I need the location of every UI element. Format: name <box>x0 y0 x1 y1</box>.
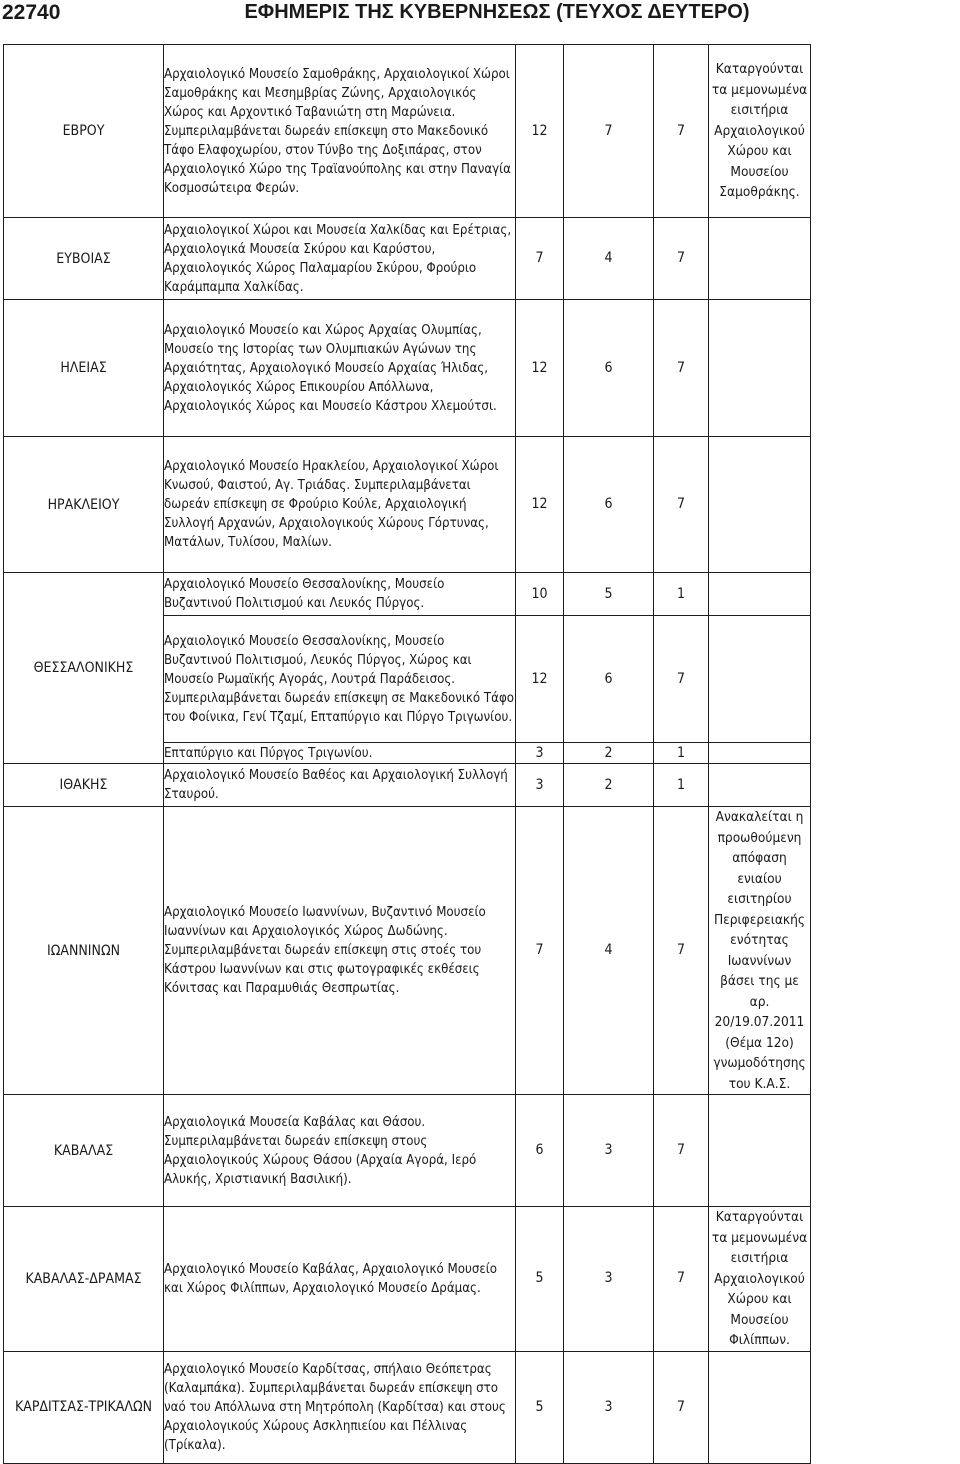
region-cell: ΚΑΒΑΛΑΣ-ΔΡΑΜΑΣ <box>4 1207 164 1352</box>
reduced-price-cell: 3 <box>564 1095 654 1207</box>
description-cell: Αρχαιολογικό Μουσείο Καβάλας, Αρχαιολογικό Μουσείο και Χώρος Φιλίππων, Αρχαιολογικό Μουσείο Δράμας. <box>164 1207 516 1352</box>
description-cell: Αρχαιολογικό Μουσείο Θεσσαλονίκης, Μουσείο Βυζαντινού Πολιτισμού, Λευκός Πύργος, Χώρος και Μουσείο Ρωμαϊκής Αγοράς, Λουτρά Παράδεισος. Συμπεριλαμβάνεται δωρεάν επίσκεψη σε Μακεδονικό Τάφο του Φοίνικα, Γενί Τζαμί, Επταπύργιο και Πύργο Τριγωνίου. <box>164 616 516 743</box>
full-price-cell: 7 <box>516 807 564 1095</box>
region-cell: ΗΡΑΚΛΕΙΟΥ <box>4 437 164 573</box>
reduced-price-cell: 5 <box>564 573 654 616</box>
table-row <box>4 1351 811 1463</box>
note-cell <box>709 437 811 573</box>
table-row <box>4 218 811 300</box>
page-header <box>0 0 960 32</box>
full-price-cell: 5 <box>516 1207 564 1352</box>
note-cell-filippoi <box>709 1207 811 1352</box>
reduced-price-cell: 6 <box>564 437 654 573</box>
note-text: Καταργούνται τα μεμονωμένα εισιτήρια Αρχαιολογικού Χώρου και Μουσείου Φιλίππων. <box>711 1209 808 1348</box>
table-row <box>4 1207 811 1352</box>
full-price-cell: 10 <box>516 573 564 616</box>
region-cell: ΙΘΑΚΗΣ <box>4 764 164 807</box>
region-cell: ΕΥΒΟΙΑΣ <box>4 218 164 300</box>
museum-ticket-table <box>3 44 811 1464</box>
note-cell <box>709 573 811 616</box>
description-cell: Αρχαιολογικό Μουσείο Ιωαννίνων, Βυζαντινό Μουσείο Ιωαννίνων και Αρχαιολογικός Χώρος Δωδώνης. Συμπεριλαμβάνεται δωρεάν επίσκεψη στις στοές του Κάστρου Ιωαννίνων και στις φωτογραφικές εκθέσεις Κόνιτσας και Παραμυθιάς Θεσπρωτίας. <box>164 807 516 1095</box>
third-value-cell: 7 <box>654 616 709 743</box>
full-price-cell: 12 <box>516 437 564 573</box>
description-cell: Αρχαιολογικό Μουσείο Βαθέος και Αρχαιολογική Συλλογή Σταυρού. <box>164 764 516 807</box>
third-value-cell: 1 <box>654 764 709 807</box>
table-row <box>4 45 811 218</box>
note-cell <box>709 743 811 764</box>
description-cell: Αρχαιολογικά Μουσεία Καβάλας και Θάσου. Συμπεριλαμβάνεται δωρεάν επίσκεψη στους Αρχαιολογικούς Χώρους Θάσου (Αρχαία Αγορά, Ιερό Αλυκής, Χριστιανική Βασιλική). <box>164 1095 516 1207</box>
description-cell: Αρχαιολογικό Μουσείο Ηρακλείου, Αρχαιολογικοί Χώροι Κνωσού, Φαιστού, Αγ. Τριάδας. Συμπεριλαμβάνεται δωρεάν επίσκεψη σε Φρούριο Κούλε, Αρχαιολογική Συλλογή Αρχανών, Αρχαιολογικούς Χώρους Γόρτυνας, Ματάλων, Τυλίσου, Μαλίων. <box>164 437 516 573</box>
reduced-price-cell: 4 <box>564 807 654 1095</box>
description-cell: Αρχαιολογικό Μουσείο Καρδίτσας, σπήλαιο Θεόπετρας (Καλαμπάκα). Συμπεριλαμβάνεται δωρεάν επίσκεψη στο ναό του Απόλλωνα στη Μητρόπολη (Καρδίτσα) και στους Αρχαιολογικούς Χώρους Ασκληπιείου και Πέλλινας (Τρίκαλα). <box>164 1351 516 1463</box>
table-row <box>4 437 811 573</box>
description-cell: Αρχαιολογικό Μουσείο και Χώρος Αρχαίας Ολυμπίας, Μουσείο της Ιστορίας των Ολυμπιακών Αγώνων της Αρχαιότητας, Αρχαιολογικό Μουσείο Αρχαίας Ήλιδας, Αρχαιολογικός Χώρος Επικουρίου Απόλλωνα, Αρχαιολογικός Χώρος και Μουσείο Κάστρου Χλεμούτσι. <box>164 300 516 437</box>
third-value-cell: 7 <box>654 1095 709 1207</box>
table-row <box>4 764 811 807</box>
note-cell <box>709 218 811 300</box>
third-value-cell: 1 <box>654 573 709 616</box>
description-cell: Αρχαιολογικό Μουσείο Σαμοθράκης, Αρχαιολογικοί Χώροι Σαμοθράκης και Μεσημβρίας Ζώνης, Αρχαιολογικός Χώρος και Αρχοντικό Ταβανιώτη στη Μαρώνεια. Συμπεριλαμβάνεται δωρεάν επίσκεψη στο Μακεδονικό Τάφο Ελαφοχωρίου, στον Τύνβο της Δοξιπάρας, στον Αρχαιολογικό Χώρο της Τραϊανούπολης και στην Παναγία Κοσμοσώτειρα Φερών. <box>164 45 516 218</box>
reduced-price-cell: 3 <box>564 1207 654 1352</box>
full-price-cell: 6 <box>516 1095 564 1207</box>
reduced-price-cell: 2 <box>564 764 654 807</box>
full-price-cell: 12 <box>516 45 564 218</box>
note-text: Καταργούνται τα μεμονωμένα εισιτήρια Αρχαιολογικού Χώρου και Μουσείου Σαμοθράκης. <box>711 61 808 201</box>
note-cell <box>709 1095 811 1207</box>
reduced-price-cell: 7 <box>564 45 654 218</box>
reduced-price-cell: 3 <box>564 1351 654 1463</box>
note-cell-samothraki <box>709 45 811 218</box>
table-row <box>4 807 811 1095</box>
reduced-price-cell: 6 <box>564 300 654 437</box>
full-price-cell: 7 <box>516 218 564 300</box>
third-value-cell: 7 <box>654 218 709 300</box>
note-text: Ανακαλείται η προωθούμενη απόφαση ενιαίου εισιτηρίου Περιφερειακής ενότητας Ιωαννίνων βάσει της με αρ. 20/19.07.2011 (Θέμα 12ο) γνωμοδότησης του Κ.Α.Σ. <box>713 809 806 1092</box>
full-price-cell: 5 <box>516 1351 564 1463</box>
gazette-title: ΕΦΗΜΕΡΙΣ ΤΗΣ ΚΥΒΕΡΝΗΣΕΩΣ (ΤΕΥΧΟΣ ΔΕΥΤΕΡΟ) <box>244 1 750 23</box>
region-cell: ΕΒΡΟΥ <box>4 45 164 218</box>
third-value-cell: 7 <box>654 807 709 1095</box>
description-cell: Επταπύργιο και Πύργος Τριγωνίου. <box>164 743 516 764</box>
region-cell: ΚΑΒΑΛΑΣ <box>4 1095 164 1207</box>
reduced-price-cell: 2 <box>564 743 654 764</box>
third-value-cell: 7 <box>654 300 709 437</box>
region-cell: ΘΕΣΣΑΛΟΝΙΚΗΣ <box>4 573 164 764</box>
note-cell <box>709 300 811 437</box>
full-price-cell: 12 <box>516 616 564 743</box>
third-value-cell: 1 <box>654 743 709 764</box>
description-cell: Αρχαιολογικό Μουσείο Θεσσαλονίκης, Μουσείο Βυζαντινού Πολιτισμού και Λευκός Πύργος. <box>164 573 516 616</box>
note-cell <box>709 616 811 743</box>
full-price-cell: 3 <box>516 743 564 764</box>
note-cell-ioannina <box>709 807 811 1095</box>
region-cell: ΗΛΕΙΑΣ <box>4 300 164 437</box>
region-cell: ΚΑΡΔΙΤΣΑΣ-ΤΡΙΚΑΛΩΝ <box>4 1351 164 1463</box>
third-value-cell: 7 <box>654 437 709 573</box>
reduced-price-cell: 6 <box>564 616 654 743</box>
reduced-price-cell: 4 <box>564 218 654 300</box>
table-row <box>4 573 811 616</box>
full-price-cell: 3 <box>516 764 564 807</box>
table-row <box>4 300 811 437</box>
third-value-cell: 7 <box>654 1351 709 1463</box>
description-cell: Αρχαιολογικοί Χώροι και Μουσεία Χαλκίδας και Ερέτριας, Αρχαιολογικά Μουσεία Σκύρου και Καρύστου, Αρχαιολογικός Χώρος Παλαμαρίου Σκύρου, Φρούριο Καράμπαμπα Χαλκίδας. <box>164 218 516 300</box>
page-number: 22740 <box>2 1 61 24</box>
note-cell <box>709 1351 811 1463</box>
region-cell: ΙΩΑΝΝΙΝΩΝ <box>4 807 164 1095</box>
table-row <box>4 1095 811 1207</box>
full-price-cell: 12 <box>516 300 564 437</box>
third-value-cell: 7 <box>654 45 709 218</box>
note-cell <box>709 764 811 807</box>
third-value-cell: 7 <box>654 1207 709 1352</box>
